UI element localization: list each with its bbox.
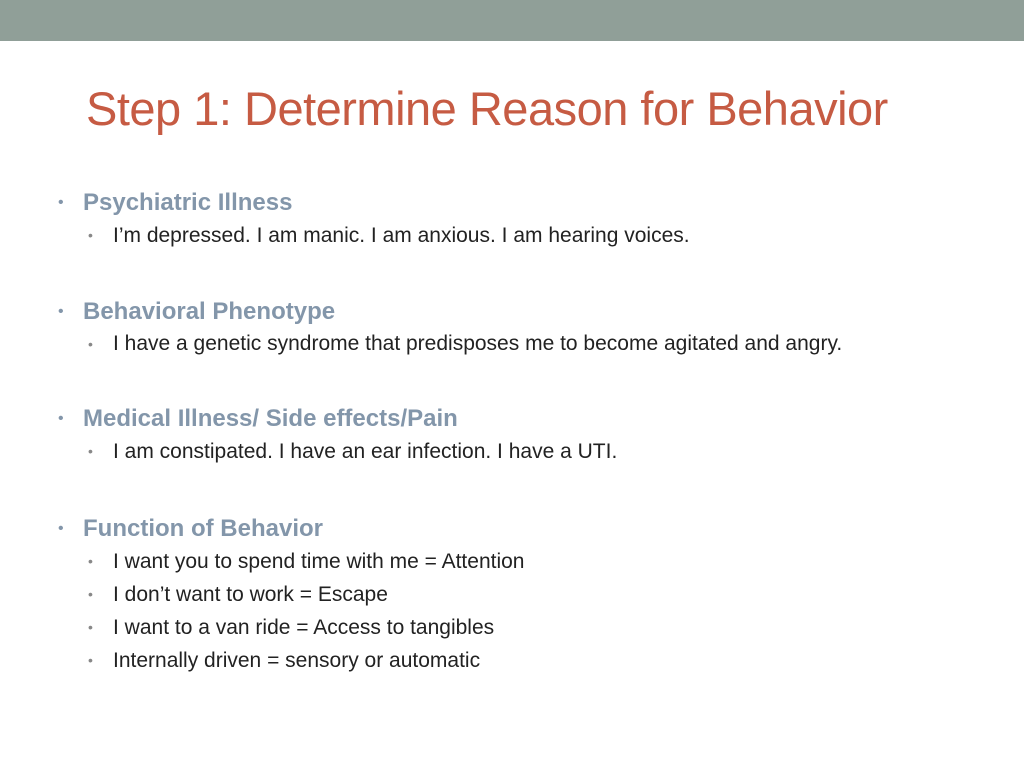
list-item-text: I have a genetic syndrome that predisposes me to become agitated and angry. (113, 332, 843, 355)
slide-body (58, 186, 958, 677)
list-item-text: I am constipated. I have an ear infection. I have a UTI. (113, 440, 618, 463)
section-heading-text: Behavioral Phenotype (83, 298, 336, 325)
list-item-text: Internally driven = sensory or automatic (113, 649, 481, 672)
bullet-icon: • (88, 443, 93, 459)
bullet-icon: • (58, 410, 64, 427)
slide-title: Step 1: Determine Reason for Behavior (86, 82, 888, 135)
list-item (58, 578, 958, 611)
section-heading-text: Medical Illness/ Side effects/Pain (83, 405, 458, 432)
section-heading (58, 512, 958, 545)
list-item (58, 611, 958, 644)
bullet-icon: • (58, 194, 64, 211)
bullet-icon: • (58, 520, 64, 537)
section-heading-text: Function of Behavior (83, 515, 323, 542)
bullet-icon: • (88, 553, 93, 569)
section-heading (58, 402, 958, 435)
list-item (58, 435, 958, 468)
slide-header-bar (0, 0, 1024, 41)
bullet-icon: • (88, 652, 93, 668)
bullet-icon: • (88, 619, 93, 635)
list-item (58, 219, 958, 252)
section-heading (58, 295, 958, 328)
bullet-icon: • (88, 336, 93, 352)
list-item-text: I want to a van ride = Access to tangibles (113, 616, 495, 639)
section-medical-illness (58, 402, 958, 468)
section-heading-text: Psychiatric Illness (83, 189, 293, 216)
section-heading (58, 186, 958, 219)
section-psychiatric-illness (58, 186, 958, 252)
list-item (58, 545, 958, 578)
section-function-of-behavior (58, 512, 958, 677)
list-item-text: I want you to spend time with me = Attention (113, 550, 525, 573)
section-behavioral-phenotype (58, 295, 958, 360)
bullet-icon: • (88, 586, 93, 602)
bullet-icon: • (88, 227, 93, 243)
list-item-text: I’m depressed. I am manic. I am anxious. I am hearing voices. (113, 224, 690, 247)
list-item (58, 644, 958, 677)
list-item-text: I don’t want to work = Escape (113, 583, 388, 606)
list-item (58, 328, 953, 360)
bullet-icon: • (58, 303, 64, 320)
